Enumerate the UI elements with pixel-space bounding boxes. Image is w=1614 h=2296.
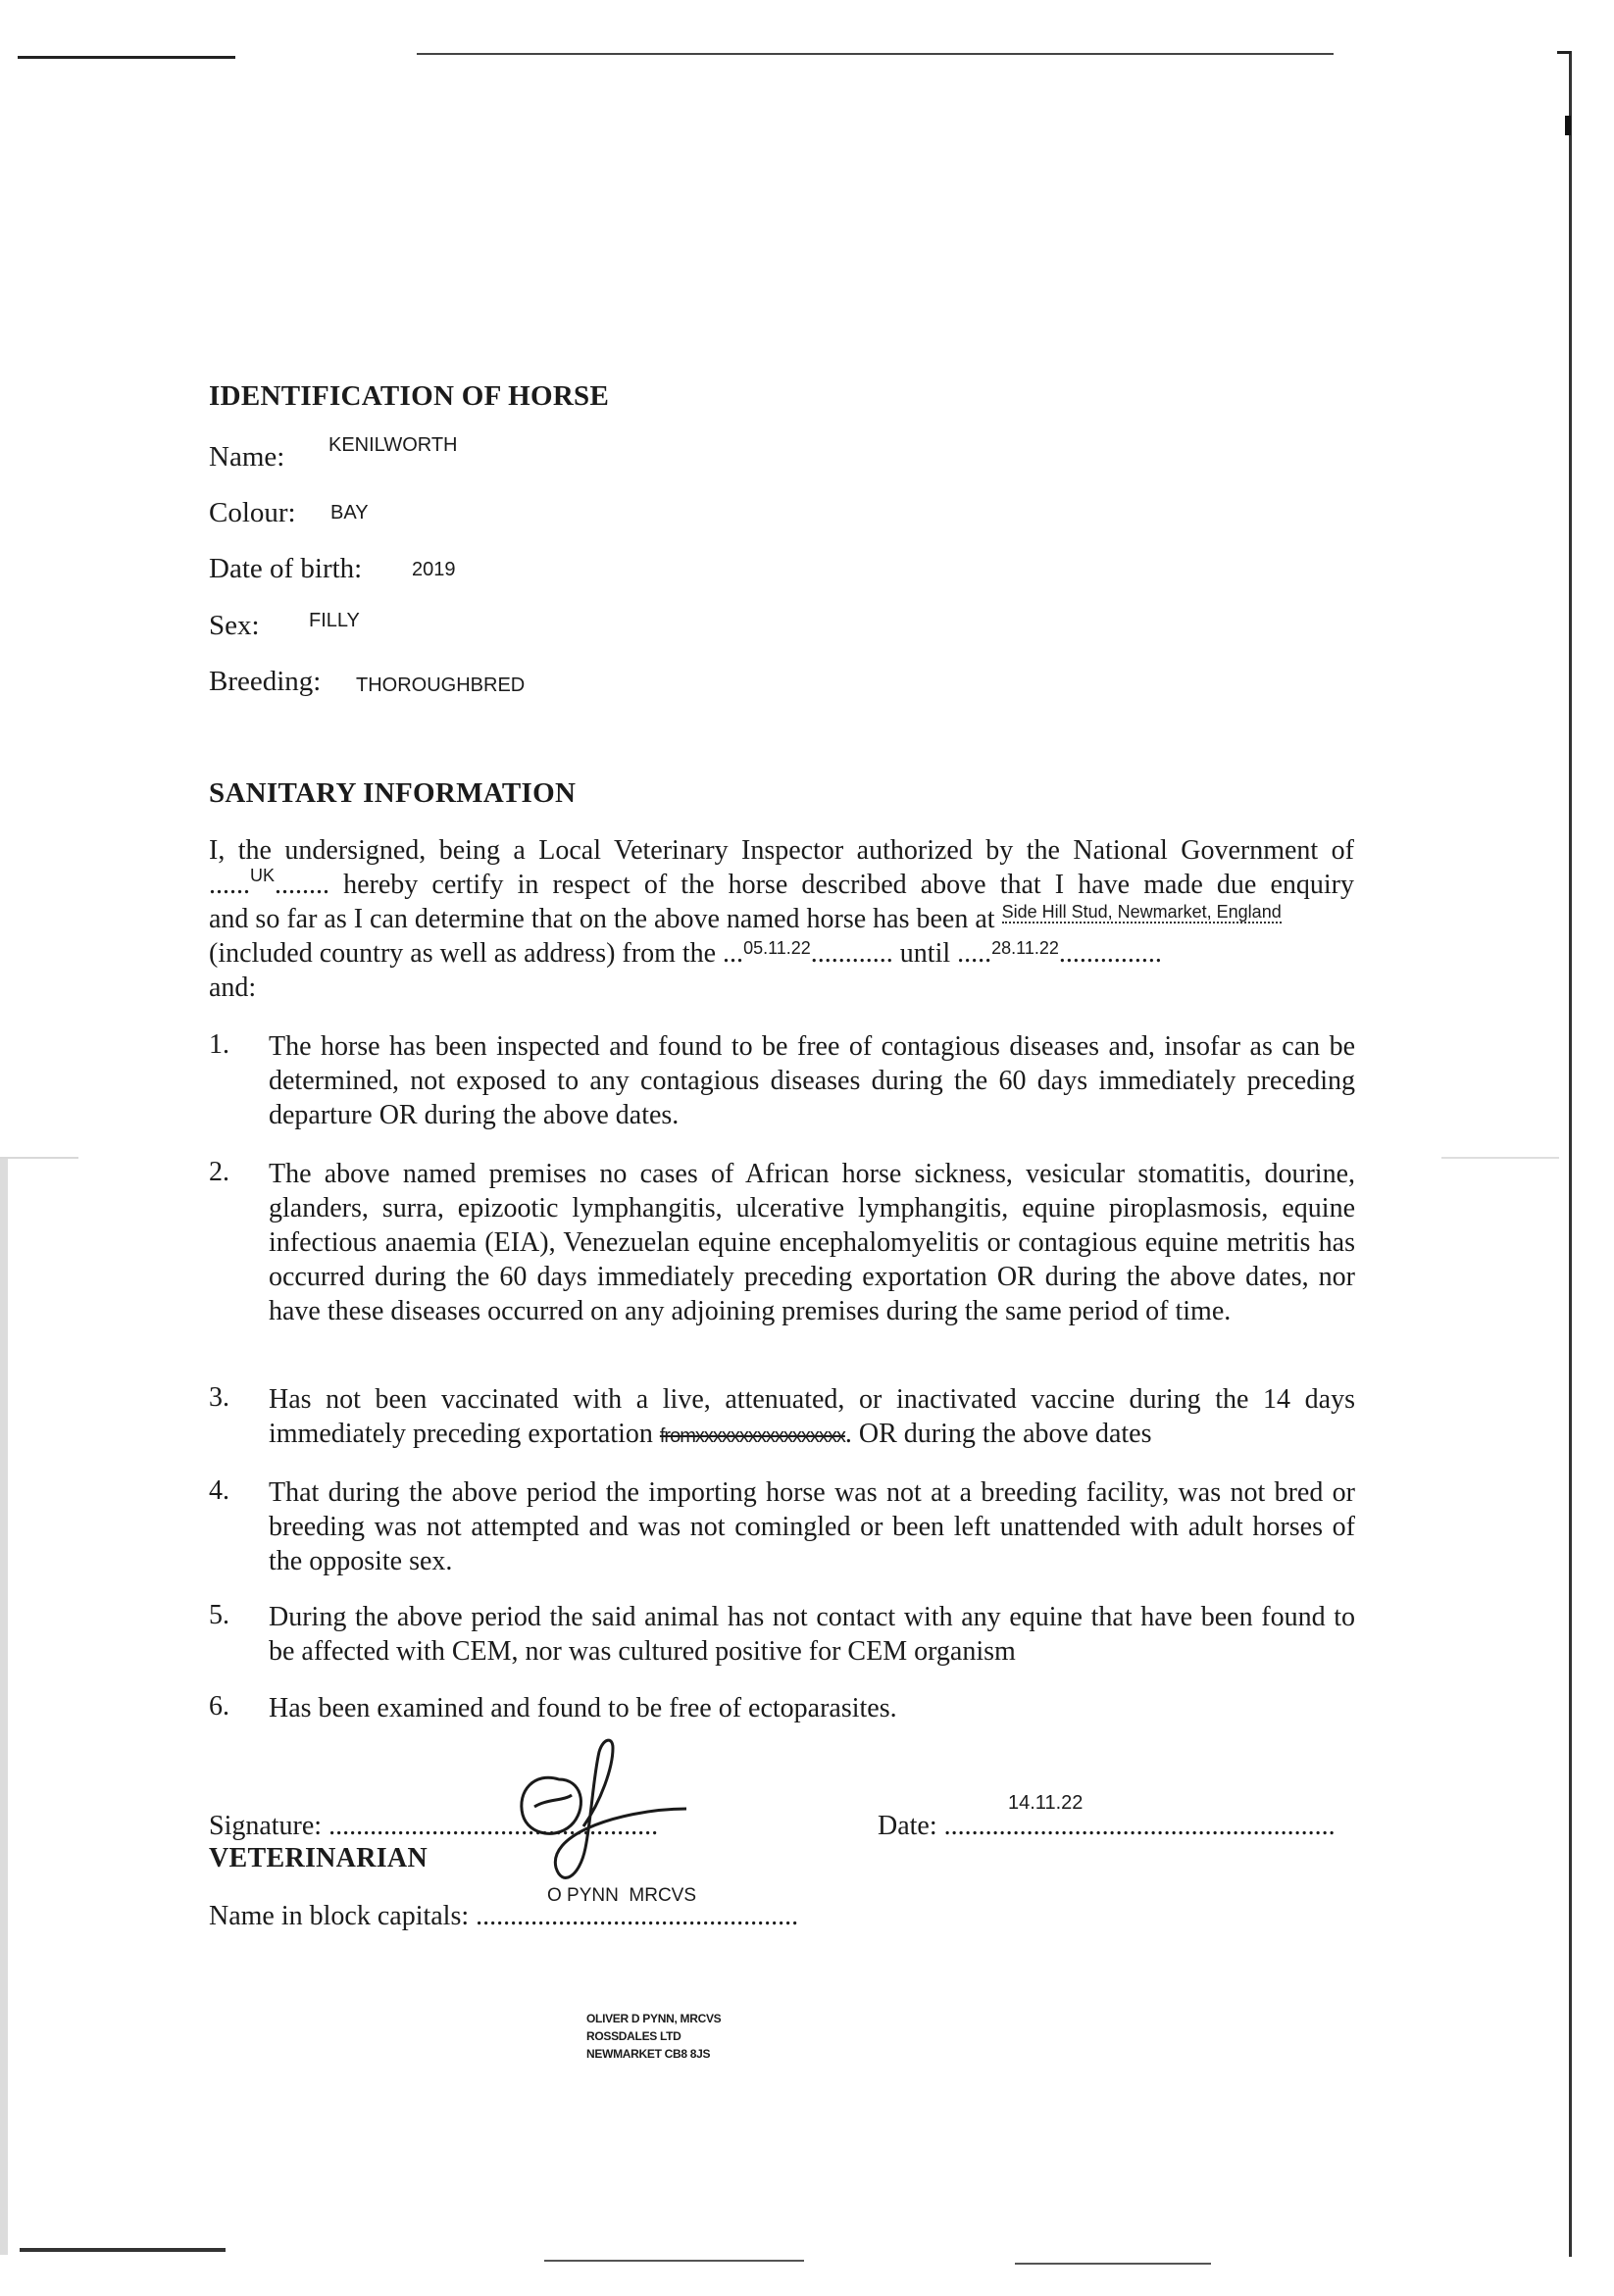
stamp-line-3: NEWMARKET CB8 8JS (586, 2047, 711, 2061)
date-label: Date: (878, 1811, 937, 1841)
signature-dots: ................................................ (328, 1811, 659, 1841)
dob-label: Date of birth: (209, 553, 363, 584)
bottom-scan-line-left (20, 2248, 226, 2252)
item-2-text: The above named premises no cases of African horse sickness, vesicular stomatitis, dourine, glanders, surra, epizootic lymphangitis, ulcerative lymphangitis, equine piroplasmosis, equine infectious anaemia (EIA), Venezuelan equine encephalomyelitis or contagious equine metritis has occurred during the 60 days immediately preceding exportation OR during the above dates, nor have these diseases occurred on any adjoining premises during the same period of time. (269, 1159, 1355, 1326)
colour-value: BAY (330, 502, 369, 524)
item-6-text: Has been examined and found to be free of ectoparasites. (269, 1693, 897, 1723)
item-6-number: 6. (209, 1691, 229, 1722)
date-until-value: 28.11.22 (991, 938, 1059, 958)
handwritten-signature (505, 1730, 711, 1892)
until-text: ............ until ..... (810, 938, 992, 969)
block-caps-line (209, 1899, 798, 1933)
item-1-text: The horse has been inspected and found to be free of contagious diseases and, insofar as can be determined, not exposed to any contagious diseases during the 60 days immediately preceding departure OR during the above dates. (269, 1031, 1355, 1130)
dob-value: 2019 (412, 559, 456, 580)
sanitary-line-3 (209, 902, 1386, 939)
breeding-label: Breeding: (209, 666, 322, 697)
sanitary-heading: SANITARY INFORMATION (209, 777, 577, 809)
sanitary-line-4 (209, 936, 1386, 973)
stamp-line-2: ROSSDALES LTD (586, 2029, 681, 2043)
name-label: Name: (209, 441, 285, 473)
item-3-line-2-lead: immediately preceding exportation (269, 1419, 653, 1449)
block-caps-label: Name in block capitals: (209, 1901, 470, 1931)
item-4-number: 4. (209, 1475, 229, 1506)
colour-label: Colour: (209, 497, 296, 528)
fold-line-left (0, 1157, 78, 1159)
item-3-number: 3. (209, 1382, 229, 1413)
date-dots: ......................................................... (943, 1811, 1336, 1841)
sex-label: Sex: (209, 610, 260, 641)
right-scan-mark (1565, 116, 1571, 135)
item-4-text: That during the above period the importing horse was not at a breeding facility, was not bred or breeding was not attempted and was not comingled or been left unattended with adult horses of the opposite sex. (269, 1477, 1355, 1576)
top-scan-line-right (417, 53, 1334, 55)
bottom-scan-line-right (1015, 2263, 1211, 2265)
top-scan-line-left (18, 56, 235, 59)
until-trailing-dots: ............... (1058, 938, 1162, 969)
address-value: Side Hill Stud, Newmarket, England (1001, 902, 1282, 922)
date-from-value: 05.11.22 (743, 938, 811, 958)
country-value: UK (250, 866, 276, 885)
location-text: and so far as I can determine that on the above named horse has been at (209, 904, 995, 934)
item-3-line-2 (269, 1417, 1355, 1454)
from-text: (included country as well as address) from the ... (209, 938, 744, 969)
item-5-text: During the above period the said animal has not contact with any equine that have been found to be affected with CEM, nor was cultured positive for CEM organism (269, 1602, 1355, 1667)
fold-line-right (1441, 1157, 1559, 1159)
breeding-value: THOROUGHBRED (356, 674, 526, 696)
right-scan-edge-top (1557, 51, 1571, 54)
item-3-line-2-end: . OR during the above dates (844, 1419, 1152, 1449)
practice-stamp (586, 2010, 721, 2063)
identification-heading: IDENTIFICATION OF HORSE (209, 380, 610, 412)
item-3-text (269, 1382, 1355, 1454)
sanitary-and: and: (209, 973, 257, 1003)
sex-value: FILLY (309, 610, 360, 631)
name-value: KENILWORTH (328, 434, 458, 456)
date-line (878, 1809, 1336, 1843)
certify-text: hereby certify in respect of the horse described above that I have made due enquiry (343, 870, 1354, 900)
item-3-struck-text: fromxxxxxxxxxxxxxxxxx (659, 1425, 845, 1447)
item-5-number: 5. (209, 1600, 229, 1630)
left-scan-shade (0, 1157, 8, 2255)
item-3-line-1: Has not been vaccinated with a live, attenuated, or inactivated vaccine during the 14 days (269, 1384, 1355, 1415)
block-caps-dots: ............................................... (476, 1901, 799, 1931)
block-caps-value: O PYNN MRCVS (547, 1885, 697, 1906)
country-trailing-dots: ........ (275, 870, 330, 900)
sanitary-line-2 (209, 868, 1354, 905)
date-value: 14.11.22 (1008, 1792, 1084, 1814)
bottom-scan-line-mid (544, 2260, 804, 2262)
signature-label: Signature: (209, 1811, 323, 1841)
stamp-line-1: OLIVER D PYNN, MRCVS (586, 2012, 722, 2025)
item-1-number: 1. (209, 1029, 229, 1060)
right-scan-edge (1569, 51, 1572, 2257)
veterinarian-label: VETERINARIAN (209, 1843, 428, 1873)
item-2-number: 2. (209, 1157, 229, 1187)
sanitary-line-1: I, the undersigned, being a Local Veterinary Inspector authorized by the National Government of (209, 835, 1354, 866)
country-leading-dots: ...... (209, 870, 250, 900)
